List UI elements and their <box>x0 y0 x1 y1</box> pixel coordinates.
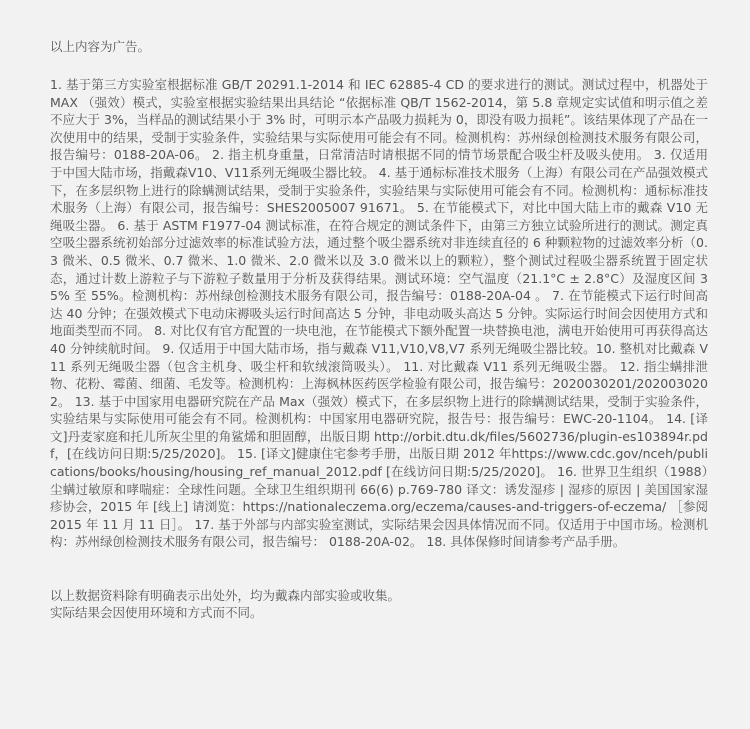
disclaimer-footnotes: 1. 基于第三方实验室根据标准 GB/T 20291.1-2014 和 IEC 62885-4 CD 的要求进行的测试。测试过程中，机器处于 MAX （强效）模式，实验室根据实验结果出具结论 “依据标准 QB/T 1562-2014，第 5.8 章规定实试值和明示值之差不应大于 3%，当样品的测试结果小于 3% 时，可明示本产品吸力损耗为 0，即没有吸力损耗”。该结果体现了产品在一次使用中的结果，受制于实验条件，实验结果与实际使用可能会有不同。检测机构：苏州绿创检测技术服务有限公司，报告编号：0188-20A-06。 2. 指主机身重量，日常清洁时请根据不同的情节场景配合吸尘杆及吸头使用。 3. 仅适用于中国大陆市场，指戴森V10、V11系列无绳吸尘器比较。 4. 基于通标标准技术服务（上海）有限公司在产品强效模式下，在多层织物上进行的除螨测试结果，受制于实验条件，实验结果与实际使用可能会有不同。检测机构：通标标准技术服务（上海）有限公司，报告编号：SHES2005007 91671。 5. 在节能模式下，对比中国大陆上市的戴森 V10 无绳吸尘器。 6. 基于 ASTM F1977-04 测试标准，在符合规定的测试条件下，由第三方独立试验所进行的测试。测定真空吸尘器系统初始部分过滤效率的标准试验方法，通过整个吸尘器系统对非连续直径的 6 种颗粒物的过滤效率分析（0.3 微米、0.5 微米、0.7 微米、1.0 微米、2.0 微米以及 3.0 微米以上的颗粒），整个测试过程吸尘器系统置于固定状态，通过计数上游粒子与下游粒子数量用于分析及获得结果。测试环境：空气温度（21.1°C ± 2.8°C）及湿度区间 35% 至 55%。检测机构：苏州绿创检测技术服务有限公司，报告编号：0188-20A-04 。 7. 在节能模式下运行时间高达 40 分钟；在强效模式下电动床褥吸头运行时间高达 5 分钟，非电动吸头高达 5 分钟。实际运行时间会因使用方式和地面类型而不同。 8. 对比仅有官方配置的一块电池，在节能模式下额外配置一块替换电池，满电开始使用可再获得高达 40 分钟续航时间。 9. 仅适用于中国大陆市场，指与戴森 V11,V10,V8,V7 系列无绳吸尘器比较。10. 整机对比戴森 V11 系列无绳吸尘器（包含主机身、吸尘杆和软绒滚筒吸头）。 11. 对比戴森 V11 系列无绳吸尘器。 12. 指尘螨排泄物、花粉、霉菌、细菌、毛发等。检测机构：上海枫林医药医学检验有限公司，报告编号：2020030201/2020030202。 13. 基于中国家用电器研究院在产品 Max（强效）模式下，在多层织物上进行的除螨测试结果，受制于实验条件，实验结果与实际使用可能会有不同。检测机构：中国家用电器研究院，报告号：报告编号：EWC-20-1104。 14. [译文]丹麦家庭和托儿所灰尘里的角鲨烯和胆固醇，出版日期 http://orbit.dtu.dk/files/5602736/plugin-es103894r.pdf，[在线访问日期:5/25/2020]。 15. [译文]健康住宅参考手册，出版日期 2012 年https://www.cdc.gov/nceh/publications/books/housing/housing_ref_manual_2012.pdf [在线访问日期:5/25/2020]。 16. 世界卫生组织（1988）尘螨过敏原和哮喘症：全球性问题。全球卫生组织期刊 66(6) p.769-780 译文：诱发湿疹 | 湿疹的原因 | 美国国家湿疹协会，2015 年 [线上] 请浏览：https://nationaleczema.org/eczema/causes-and-triggers-of-eczema/ ［参阅 2015 年 11 月 11 日］。 17. 基于外部与内部实验室测试，实际结果会因具体情况而不同。仅适用于中国市场。检测机构：苏州绿创检测技术服务有限公司，报告编号： 0188-20A-02。 18. 具体保修时间请参考产品手册。 <box>50 77 708 550</box>
footer-note <box>50 587 708 621</box>
footer-note-line-1: 以上数据资料除有明确表示出处外，均为戴森内部实验或收集。 <box>50 588 401 604</box>
footer-note-line-2: 实际结果会因使用环境和方式而不同。 <box>50 605 263 621</box>
ad-notice: 以上内容为广告。 <box>50 39 151 54</box>
